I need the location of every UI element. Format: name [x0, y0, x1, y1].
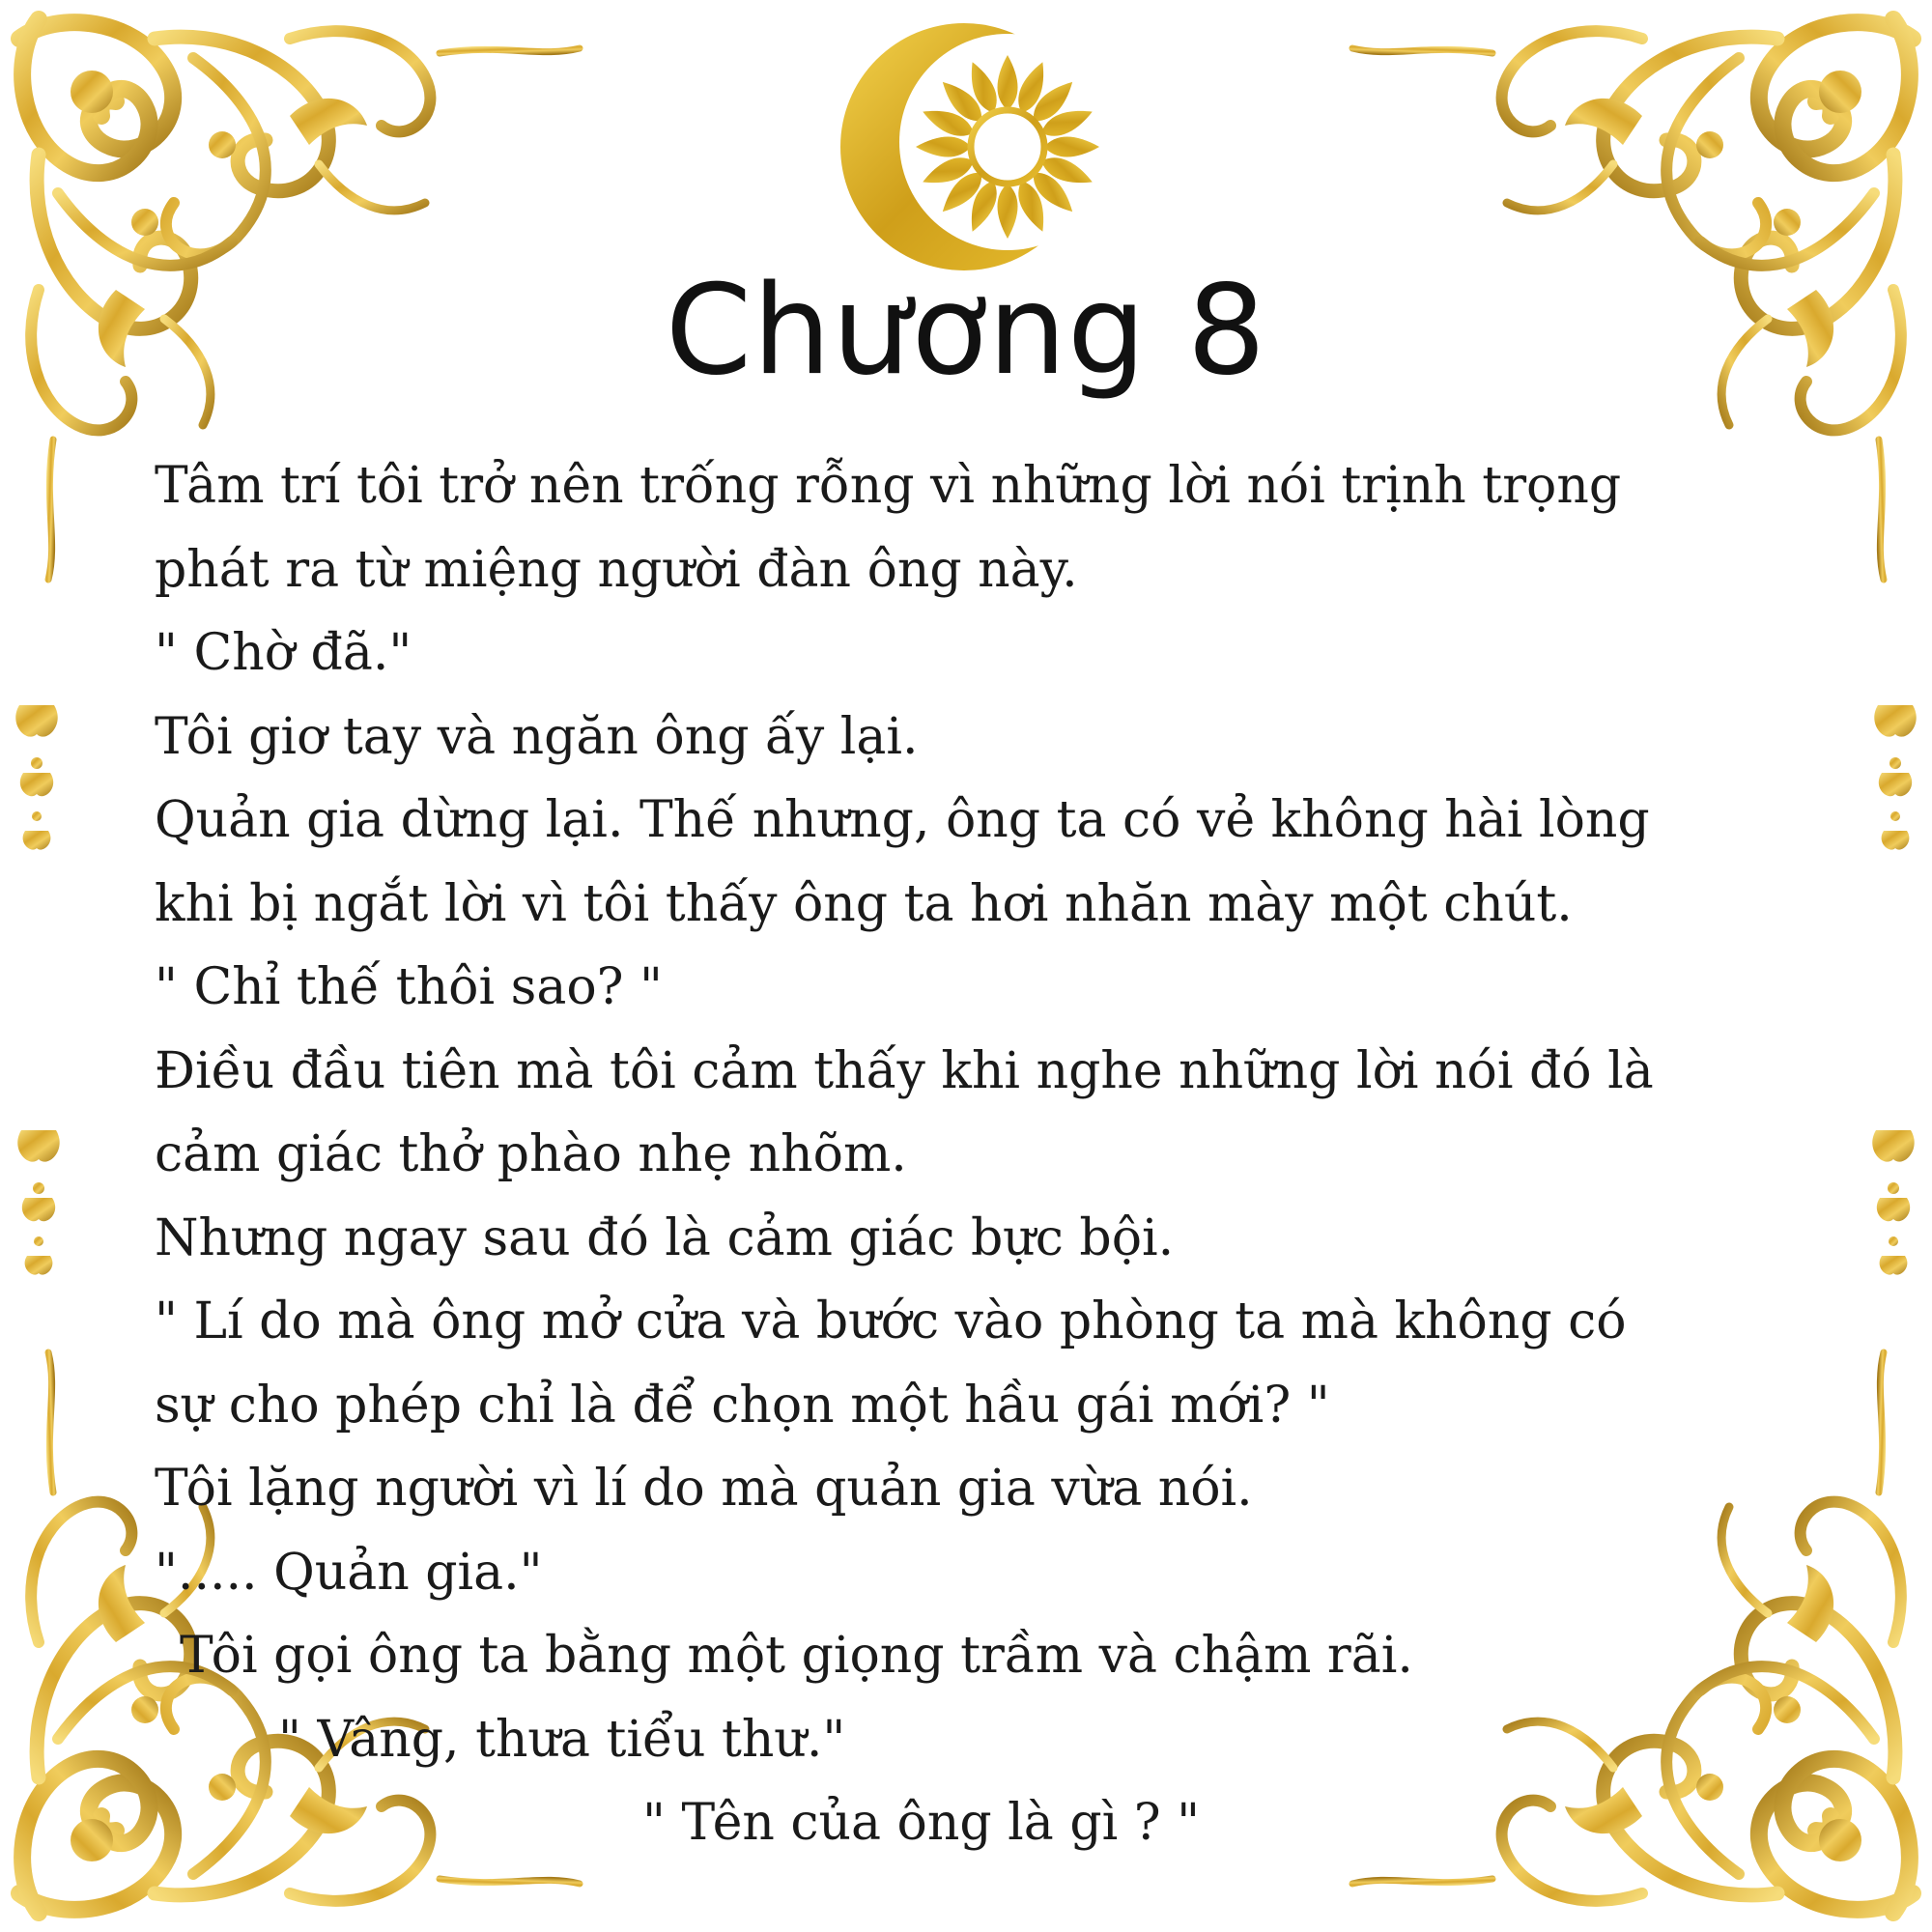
text-line: Tôi giơ tay và ngăn ông ấy lại.: [155, 707, 919, 766]
text-line: " Vâng, thưa tiểu thư.": [278, 1710, 846, 1769]
text-line: " Lí do mà ông mở cửa và bước vào phòng ta mà không có: [155, 1293, 1627, 1350]
story-text: [155, 444, 1893, 1865]
text-line: Quản gia dừng lại. Thế nhưng, ông ta có vẻ không hài lòng: [155, 791, 1650, 849]
text-line: Tâm trí tôi trở nên trống rỗng vì những lời nói trịnh trọng: [155, 457, 1622, 515]
text-line: cảm giác thở phào nhẹ nhõm.: [155, 1125, 907, 1183]
text-line: "..... Quản gia.": [155, 1543, 543, 1602]
text-line: " Tên của ông là gì ? ": [642, 1794, 1201, 1852]
text-line: sự cho phép chỉ là để chọn một hầu gái mới? ": [155, 1376, 1330, 1435]
side-ornament-left-upper: [15, 667, 57, 879]
chapter-title: Chương 8: [665, 259, 1267, 403]
text-line: phát ra từ miệng người đàn ông này.: [155, 540, 1078, 599]
text-line: Tôi gọi ông ta bằng một giọng trầm và chậm rãi.: [180, 1627, 1413, 1685]
text-line: Tôi lặng người vì lí do mà quản gia vừa nói.: [155, 1460, 1253, 1518]
crescent-moon-sun-icon: [829, 12, 1119, 292]
text-line: " Chỉ thế thôi sao? ": [155, 958, 663, 1016]
text-line: " Chờ đã.": [155, 624, 412, 682]
text-line: Điều đầu tiên mà tôi cảm thấy khi nghe những lời nói đó là: [155, 1041, 1654, 1100]
text-line: khi bị ngắt lời vì tôi thấy ông ta hơi nhăn mày một chút.: [155, 874, 1573, 933]
text-line: Nhưng ngay sau đó là cảm giác bực bội.: [155, 1208, 1175, 1267]
